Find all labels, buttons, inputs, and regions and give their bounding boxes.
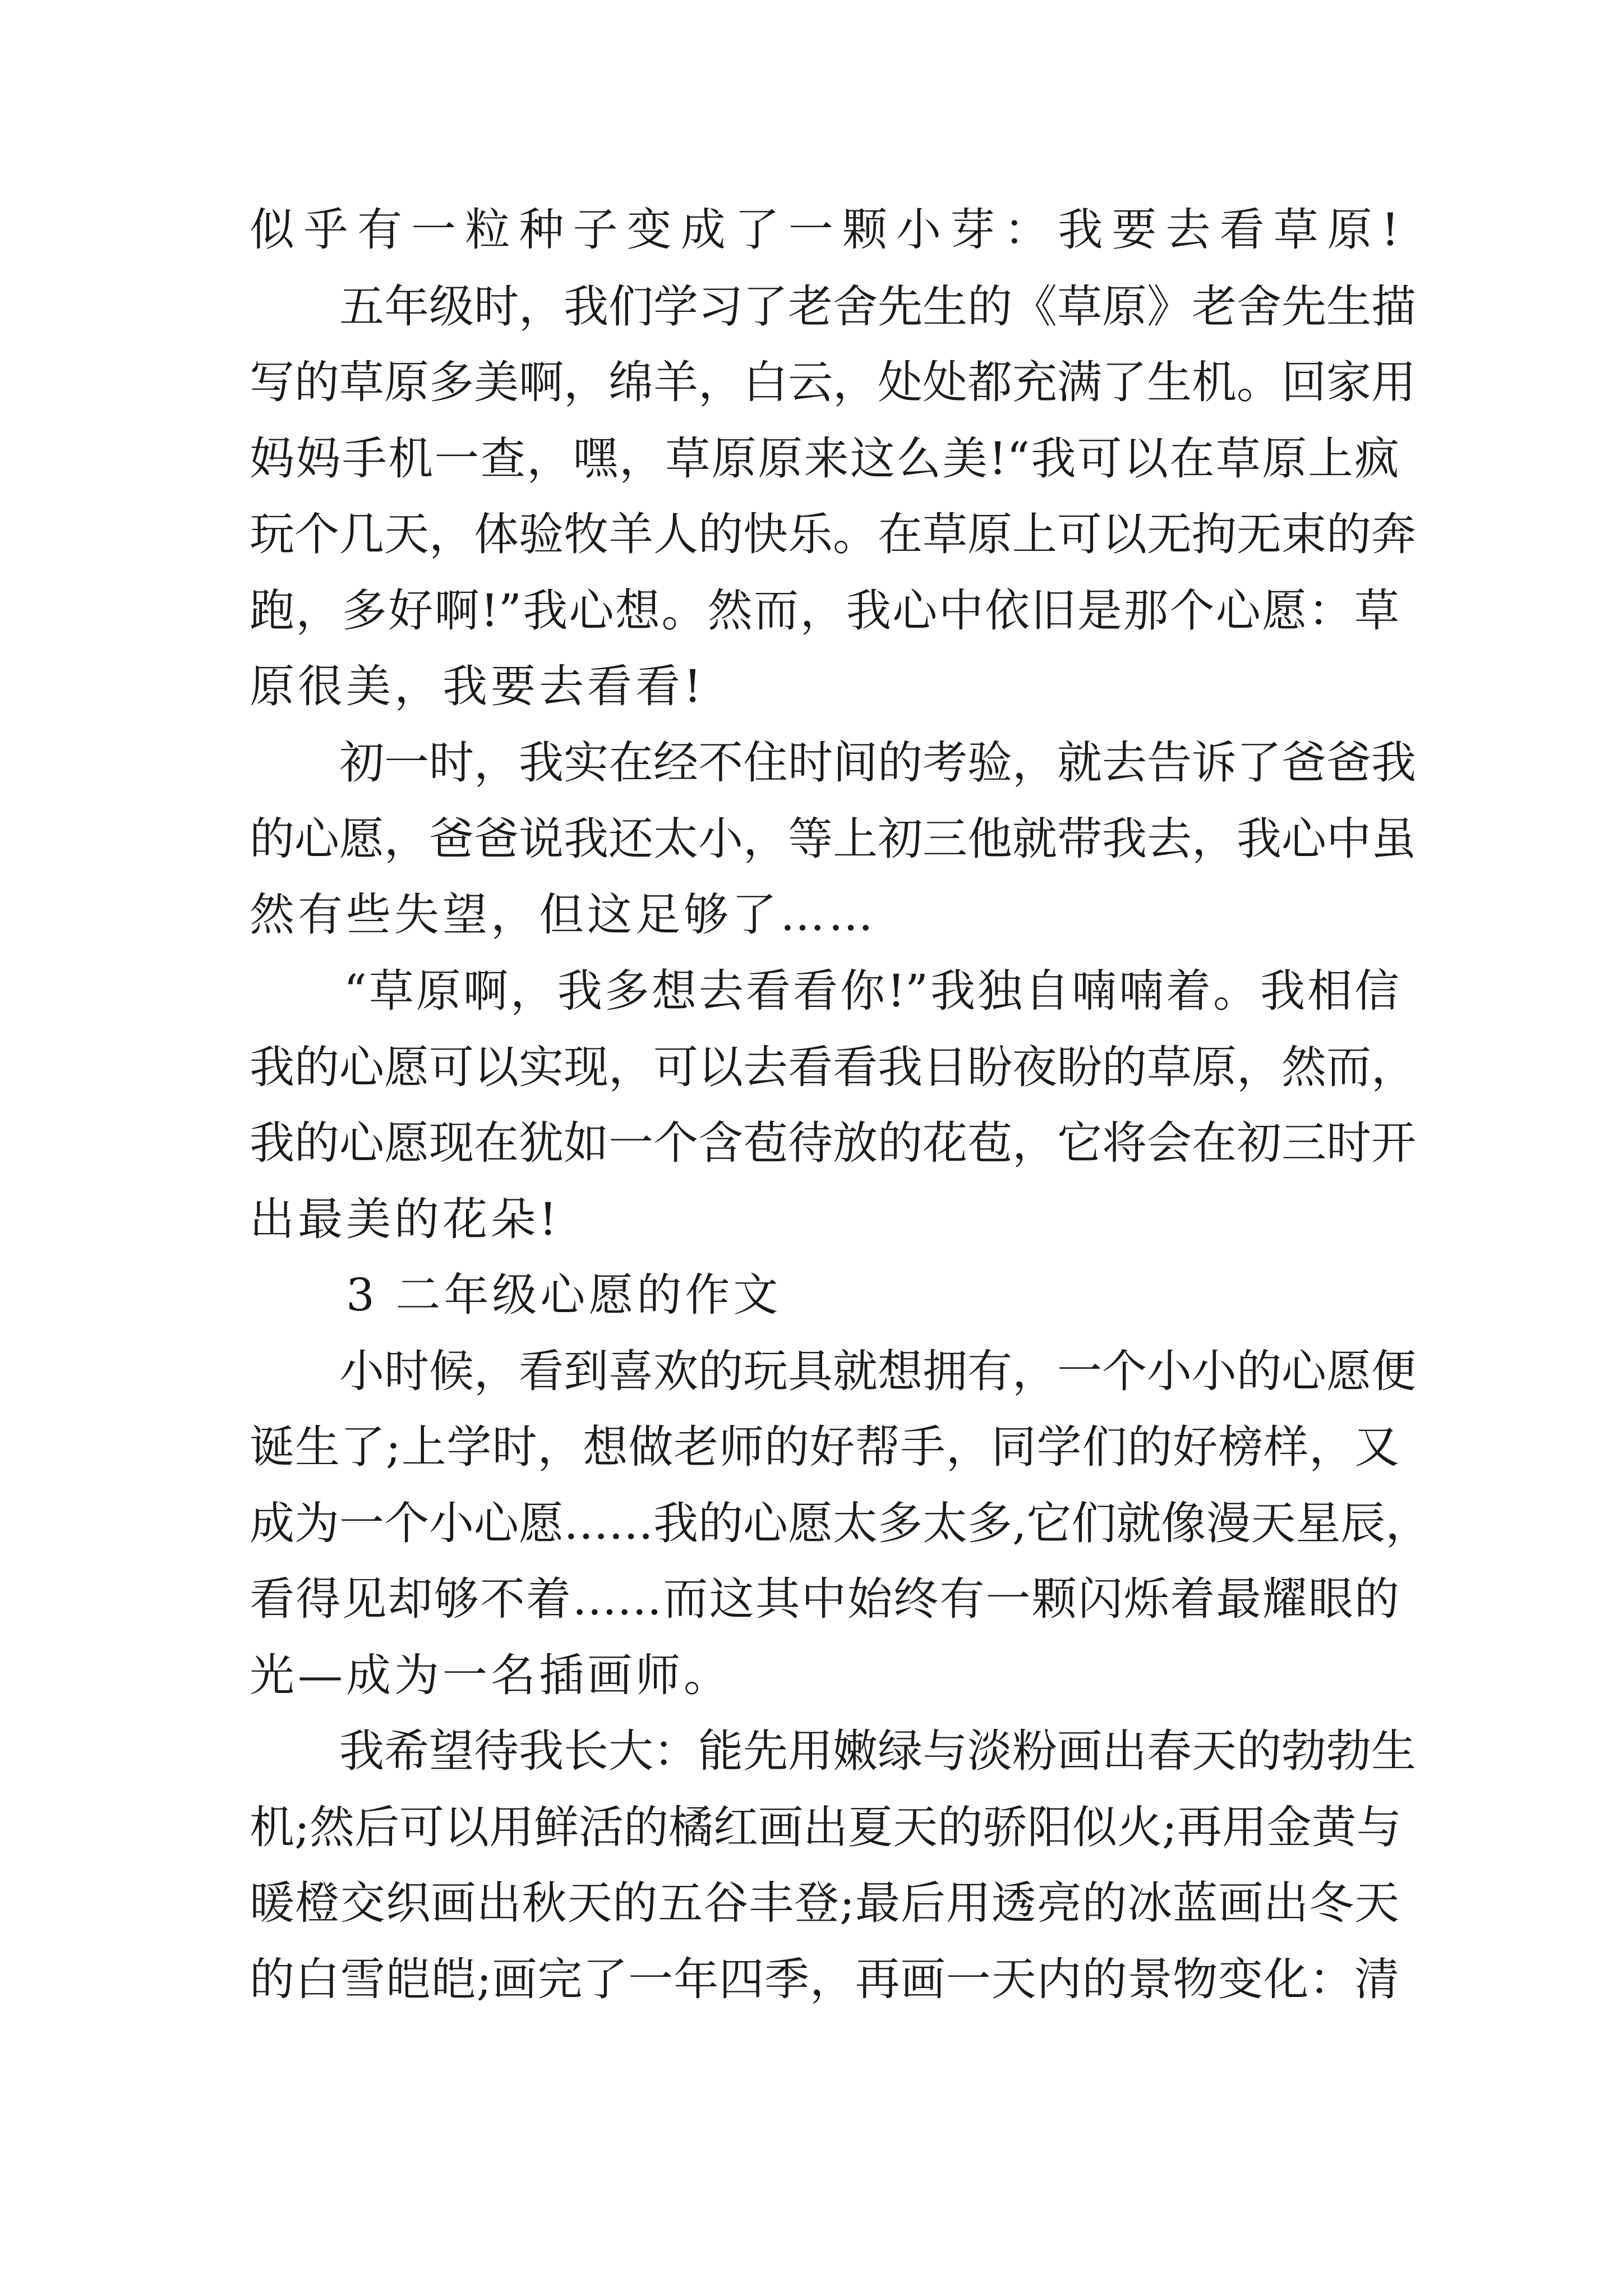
text-line: 光—成为一名插画师。: [250, 1649, 732, 1701]
text-line: 看得见却够不着……而这其中始终有一颗闪烁着最耀眼的: [250, 1573, 1399, 1625]
text-line: 我希望待我长大：能先用嫩绿与淡粉画出春天的勃勃生: [250, 1725, 1416, 1777]
text-line: 暖橙交织画出秋天的五谷丰登;最后用透亮的冰蓝画出冬天: [250, 1877, 1399, 1929]
text-line: 诞生了;上学时，想做老师的好帮手，同学们的好榜样，又: [250, 1421, 1399, 1473]
text-line: 五年级时，我们学习了老舍先生的《草原》老舍先生描: [250, 280, 1416, 333]
text-line: 出最美的花朵!: [250, 1193, 561, 1245]
section-heading: 3 二年级心愿的作文: [250, 1269, 782, 1321]
text-line: 玩个几天，体验牧羊人的快乐。在草原上可以无拘无束的奔: [250, 508, 1416, 560]
text-line: 跑，多好啊!”我心想。然而，我心中依旧是那个心愿：草: [250, 585, 1399, 637]
text-line: 妈妈手机一查，嘿，草原原来这么美!“我可以在草原上疯: [250, 432, 1399, 485]
text-line: “草原啊，我多想去看看你!”我独自喃喃着。我相信: [250, 965, 1399, 1017]
text-line: 机;然后可以用鲜活的橘红画出夏天的骄阳似火;再用金黄与: [250, 1801, 1401, 1853]
text-line: 我的心愿可以实现，可以去看看我日盼夜盼的草原，然而，: [250, 1041, 1416, 1093]
text-line: 原很美，我要去看看!: [250, 660, 706, 712]
text-line: 的白雪皑皑;画完了一年四季，再画一天内的景物变化：清: [250, 1953, 1399, 2005]
text-line: 的心愿，爸爸说我还太小，等上初三他就带我去，我心中虽: [250, 813, 1416, 865]
text-line: 我的心愿现在犹如一个含苞待放的花苞，它将会在初三时开: [250, 1117, 1416, 1169]
text-line: 写的草原多美啊，绵羊，白云，处处都充满了生机。回家用: [250, 356, 1416, 408]
text-line: 小时候，看到喜欢的玩具就想拥有，一个小小的心愿便: [250, 1345, 1416, 1397]
text-line: 然有些失望，但这足够了……: [250, 889, 877, 941]
text-line: 初一时，我实在经不住时间的考验，就去告诉了爸爸我: [250, 737, 1416, 789]
text-line: 成为一个小心愿……我的心愿太多太多,它们就像漫天星辰，: [250, 1497, 1431, 1549]
text-line: 似乎有一粒种子变成了一颗小芽：我要去看草原!: [250, 204, 1399, 256]
